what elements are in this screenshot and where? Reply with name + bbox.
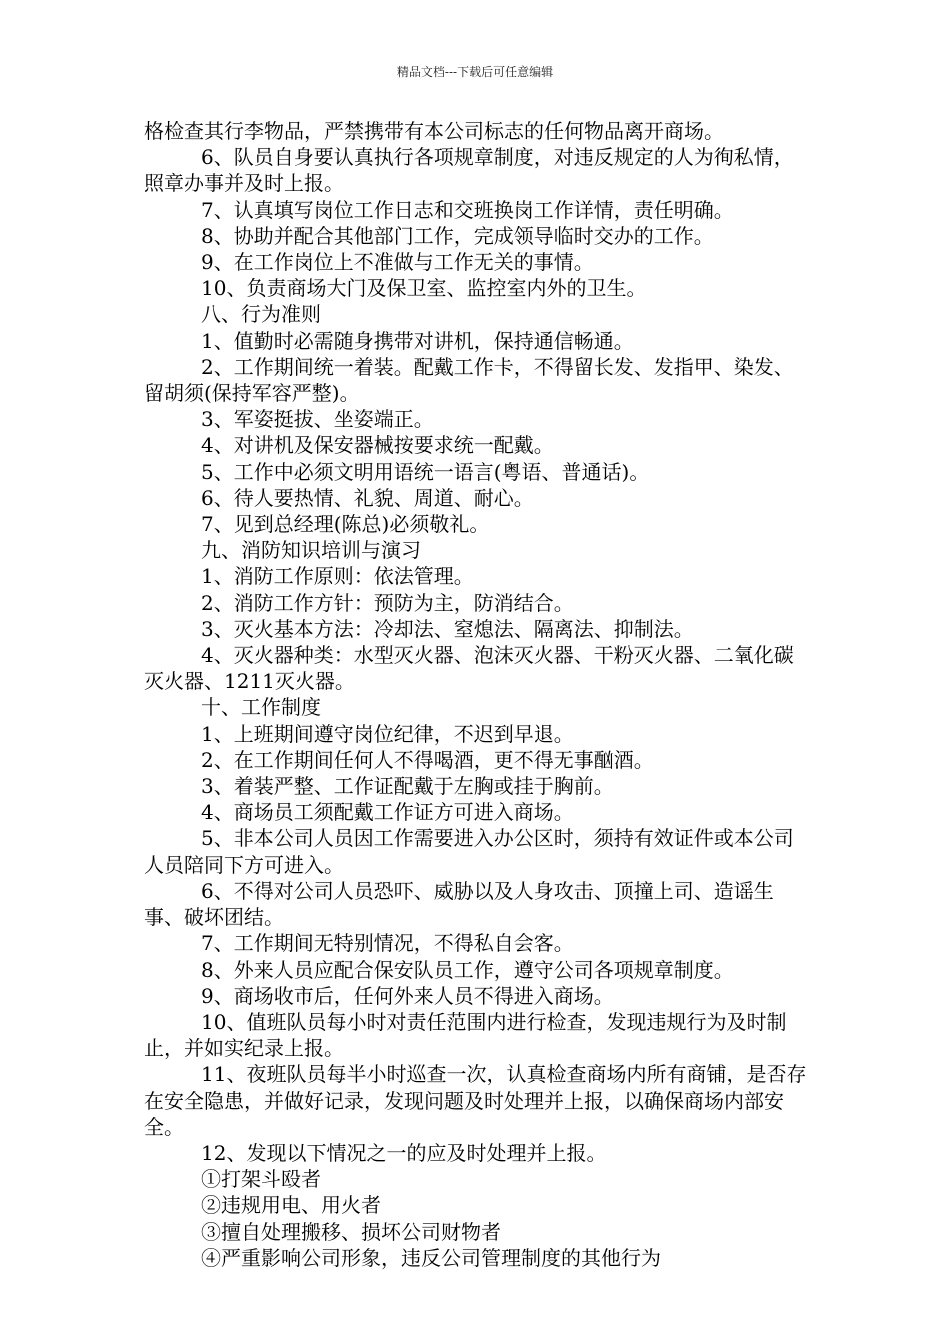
paragraph: 8、协助并配合其他部门工作，完成领导临时交办的工作。	[201, 223, 714, 248]
paragraph: 5、非本公司人员因工作需要进入办公区时，须持有效证件或本公司人员陪同下方可进入。	[144, 826, 794, 877]
paragraph: 7、认真填写岗位工作日志和交班换岗工作详情，责任明确。	[201, 197, 734, 222]
paragraph: 3、灭火基本方法：冷却法、窒熄法、隔离法、抑制法。	[201, 616, 694, 641]
page-header: 精品文档---下载后可任意编辑	[396, 65, 554, 79]
paragraph: 6、待人要热情、礼貌、周道、耐心。	[201, 485, 534, 510]
paragraph: 7、工作期间无特别情况，不得私自会客。	[201, 931, 574, 956]
paragraph: 2、消防工作方针：预防为主，防消结合。	[201, 590, 574, 615]
paragraph: 2、在工作期间任何人不得喝酒，更不得无事酗酒。	[201, 747, 654, 772]
paragraph: 9、在工作岗位上不准做与工作无关的事情。	[201, 250, 594, 275]
paragraph: 4、商场员工须配戴工作证方可进入商场。	[201, 800, 574, 825]
paragraph: 4、灭火器种类：水型灭火器、泡沫灭火器、干粉灭火器、二氧化碳灭火器、1211灭火器。	[144, 643, 794, 694]
paragraph: 6、队员自身要认真执行各项规章制度，对违反规定的人为徇私情，照章办事并及时上报。	[144, 145, 794, 196]
paragraph: 10、值班队员每小时对责任范围内进行检查，发现违规行为及时制止，并如实纪录上报。	[144, 1009, 787, 1061]
paragraph: 格检查其行李物品，严禁携带有本公司标志的任何物品离开商场。	[144, 119, 724, 143]
paragraph: 5、工作中必须文明用语统一语言(粤语、普通话)。	[201, 459, 650, 484]
document-body	[144, 118, 810, 1271]
paragraph: 7、见到总经理(陈总)必须敬礼。	[201, 512, 490, 537]
paragraph: ①打架斗殴者	[201, 1167, 321, 1192]
paragraph: 1、上班期间遵守岗位纪律，不迟到早退。	[201, 721, 574, 746]
paragraph: 八、行为准则	[201, 302, 321, 327]
paragraph: 2、工作期间统一着装。配戴工作卡，不得留长发、发指甲、染发、留胡须(保持军容严整)。	[144, 354, 794, 406]
paragraph: 11、夜班队员每半小时巡查一次，认真检查商场内所有商铺，是否存在安全隐患，并做好记录，发现问题及时处理并上报，以确保商场内部安全。	[144, 1062, 807, 1139]
paragraph: ②违规用电、用火者	[201, 1193, 381, 1218]
paragraph: 九、消防知识培训与演习	[201, 538, 421, 563]
paragraph: 1、值勤时必需随身携带对讲机，保持通信畅通。	[201, 328, 634, 353]
paragraph: 6、不得对公司人员恐吓、威胁以及人身攻击、顶撞上司、造谣生事、破坏团结。	[144, 878, 774, 930]
paragraph: 3、军姿挺拔、坐姿端正。	[201, 407, 434, 432]
paragraph: ③擅自处理搬移、损坏公司财物者	[201, 1219, 501, 1244]
paragraph: 12、发现以下情况之一的应及时处理并上报。	[201, 1140, 607, 1165]
paragraph: ④严重影响公司形象，违反公司管理制度的其他行为	[201, 1245, 661, 1270]
paragraph: 3、着装严整、工作证配戴于左胸或挂于胸前。	[201, 774, 614, 799]
paragraph: 十、工作制度	[201, 695, 321, 720]
paragraph: 9、商场收市后，任何外来人员不得进入商场。	[201, 983, 614, 1008]
paragraph: 8、外来人员应配合保安队员工作，遵守公司各项规章制度。	[201, 957, 734, 982]
paragraph: 10、负责商场大门及保卫室、监控室内外的卫生。	[201, 276, 647, 301]
paragraph: 1、消防工作原则：依法管理。	[201, 564, 474, 589]
paragraph: 4、对讲机及保安器械按要求统一配戴。	[201, 433, 554, 458]
